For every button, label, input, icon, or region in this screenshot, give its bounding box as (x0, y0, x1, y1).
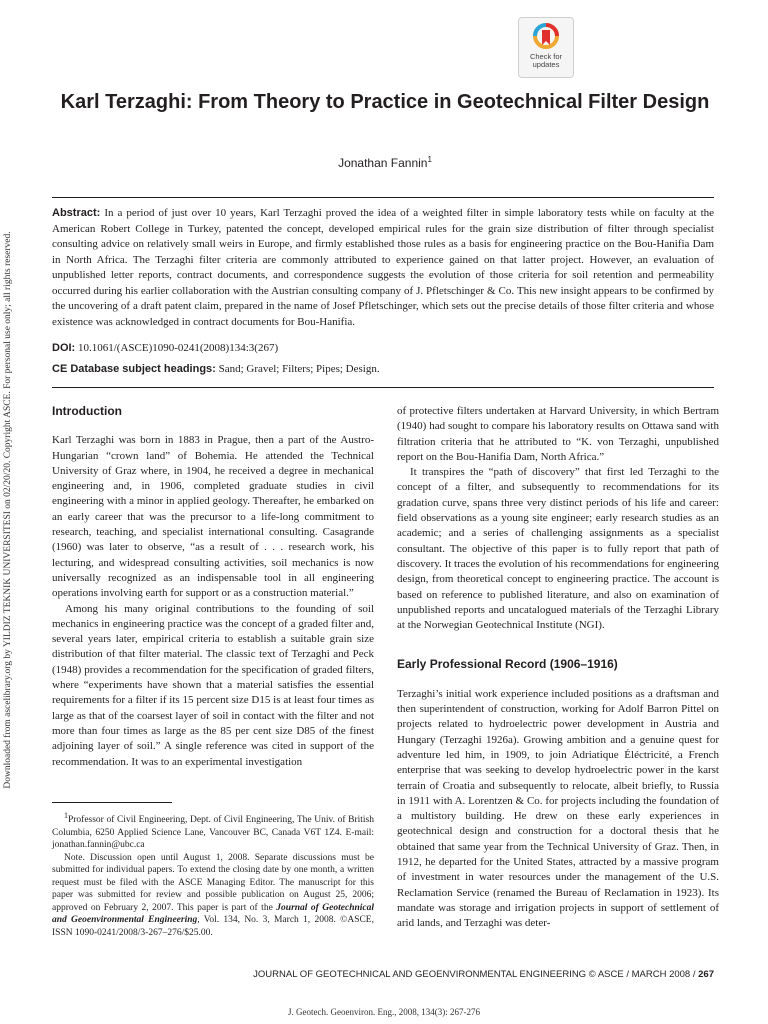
subject-headings (52, 363, 380, 375)
paper-title: Karl Terzaghi: From Theory to Practice in Geotechnical Filter Design (60, 91, 710, 113)
download-notice-text: Downloaded from ascelibrary.org by YILDIZ TEKNIK UNIVERSITESI on 02/20/20. Copyright ASCE. For personal use only; all rights reserved. (3, 231, 13, 789)
check-for-updates-badge[interactable] (518, 17, 574, 78)
header-bottom-rule (52, 387, 714, 388)
doi-value[interactable]: 10.1061/(ASCE)1090-0241(2008)134:3(267) (77, 342, 279, 354)
paragraph: It transpires the “path of discovery” that first led Terzaghi to the concept of a filter, and subsequently to recommendations for its gradation curve, spans three very distinct periods of his life and career: field observations as a young site engineer; early research studies as an academic; and a series of challenging assignments as a specialist consultant. The objective of this paper is to fully report that path of discovery. It traces the evolution of his recommendations for engineering design, from theoretical concept to engineering practice. The account is based on reference to published literature, and also on examination of unpublished reports and uncatalogued materials of the Terzaghi Library at the Norwegian Geotechnical Institute (NGI). (397, 466, 719, 632)
paragraph: Terzaghi’s initial work experience included positions as a draftsman and then superintendent of construction, working for Adolf Barron Pittel on projects related to hydroelectric power development in Austria and Hungary (Terzaghi 1926a). Growing ambition and a genuine quest for adventure led him, in 1909, to join Adriatique Éléctricité, a French enterprise that was seeking to develop hydroelectric power in the karst terrain of Croatia and subsequently to relocate, albeit briefly, to Russia in 1911 with A. Lorentzen & Co. for projects including the foundation of a multistory building. He drew on these early experiences in geotechnical design and construction for a doctoral thesis that he obtained that same year from the Technical University of Graz. Then, in 1912, he departed for the United States, attracted by a massive program of investment in water resources under the management of the U.S. Reclamation Service (renamed the Bureau of Reclamation in 1923). Its mandate was storage and irrigation projects in support of settlement of arid lands, and Terzaghi was deter- (397, 687, 719, 930)
subject-headings-text: Sand; Gravel; Filters; Pipes; Design. (218, 363, 380, 375)
check-updates-label: Check for updates (529, 52, 563, 69)
discussion-note: Note. Discussion open until August 1, 2008. Separate discussions must be submitted for individual papers. To extend the closing date by one month, a written request must be filed with the ASCE Managing Editor. The manuscript for this paper was submitted for review and possible publication on August 25, 2006; approved on February 2, 2007. This paper is part of the Journal of Geotechnical and Geoenvironmental Engineering, Vol. 134, No. 3, March 1, 2008. ©ASCE, ISSN 1090-0241/2008/3-267–276/$25.00. (52, 852, 375, 938)
page-number: 267 (698, 969, 714, 980)
footnotes (52, 810, 374, 939)
paragraph: Among his many original contributions to the founding of soil mechanics in engineering practice was the concept of a graded filter and, several years later, empirical criteria to establish a suitable grain size distribution of that filter material. The classic text of Terzaghi and Peck (1948) provides a recommendation for the specification of graded filters, where “experiments have shown that a material satisfies the essential requirements for a filter if its 15 percent size D15 is at least four times as large as that of the coarsest layer of soil in contact with the filter and not more than four times as large as the 85 per cent size D85 of the finest adjoining layer of soil.” A single reference was cited in support of the recommendation. It was to an experimental investigation (52, 602, 374, 768)
doi-line (52, 342, 278, 354)
author-name: Jonathan Fannin$^1$ (338, 155, 432, 170)
journal-name: Journal of Geotechnical and Geoenvironmental Engineering (52, 902, 375, 926)
section-heading-early-career: Early Professional Record (1906–1916) (397, 657, 618, 672)
left-column (52, 404, 374, 770)
check-updates-icon (533, 23, 559, 51)
journal-footer: JOURNAL OF GEOTECHNICAL AND GEOENVIRONMENTAL ENGINEERING © ASCE / MARCH 2008 / 267 (253, 969, 714, 980)
abstract-label: Abstract: (52, 207, 101, 219)
abstract-text: In a period of just over 10 years, Karl Terzaghi proved the idea of a weighted filter in simple laboratory tests while on faculty at the American Robert College in Turkey, patented the concept, developed empirical rules for the grain size distribution of filter through specialist consulting advice on relatively small weirs in Europe, and firmly established those rules as a basis for engineering practice on the Bou-Hanifia Dam in North Africa. The Terzaghi filter criteria are commonly attributed to experience gained on that latter project. However, an evaluation of unpublished letter reports, contract documents, and correspondence suggests the evolution of those criteria for soil retention and permeability occurred during his earlier collaboration with the Austrian consulting company of J. Pfletschinger & Co. This new insight appears to be confirmed by the uncovering of a draft patent claim, prepared in the name of Josef Pfletschinger, which sets out the precise details of those filter criteria and whose existence was acknowledged in contract documents for Bou-Hanifia. (52, 207, 715, 328)
paragraph: of protective filters undertaken at Harvard University, in which Bertram (1940) had sought to compare his laboratory results on Ottawa sand with filtration criteria that he attributed to “K. von Terzaghi, unpublished report on the Bou-Hanifia Dam, North Africa.” (397, 405, 719, 463)
author-footnote-mark: 1 (427, 155, 432, 164)
author-affiliation-footnote: $^1$Professor of Civil Engineering, Dept. of Civil Engineering, The Univ. of British Columbia, 6250 Applied Science Lane, Vancouver BC, Canada V6T 1Z4. E-mail: jonathan.fannin@ubc.ca (52, 811, 374, 851)
top-rule (52, 197, 714, 198)
doi-label: DOI: (52, 342, 76, 354)
right-column (397, 404, 719, 932)
citation-line: J. Geotech. Geoenviron. Eng., 2008, 134(3): 267-276 (288, 1007, 480, 1017)
download-notice (0, 205, 16, 815)
subject-headings-label: CE Database subject headings: (52, 363, 216, 375)
footnote-rule (52, 802, 172, 803)
paragraph: Karl Terzaghi was born in 1883 in Prague, then a part of the Austro-Hungarian “crown land” of Bohemia. He attended the Technical University of Graz where, in 1904, he received a degree in mechanical engineering and, in 1906, completed graduate studies in civil engineering with a minor in applied geology. Thereafter, he embarked on an early career that was the precursor to a life-long commitment to research, teaching, and specialist international consulting. Casagrande (1960) was later to observe, “as a result of . . . research work, his lecturing, and widespread consulting activities, soil mechanics is now universally recognized as an indispensable tool in all engineering operations involving earth for support or as a construction material.” (52, 434, 374, 600)
abstract (52, 206, 714, 330)
section-heading-introduction: Introduction (52, 404, 122, 418)
